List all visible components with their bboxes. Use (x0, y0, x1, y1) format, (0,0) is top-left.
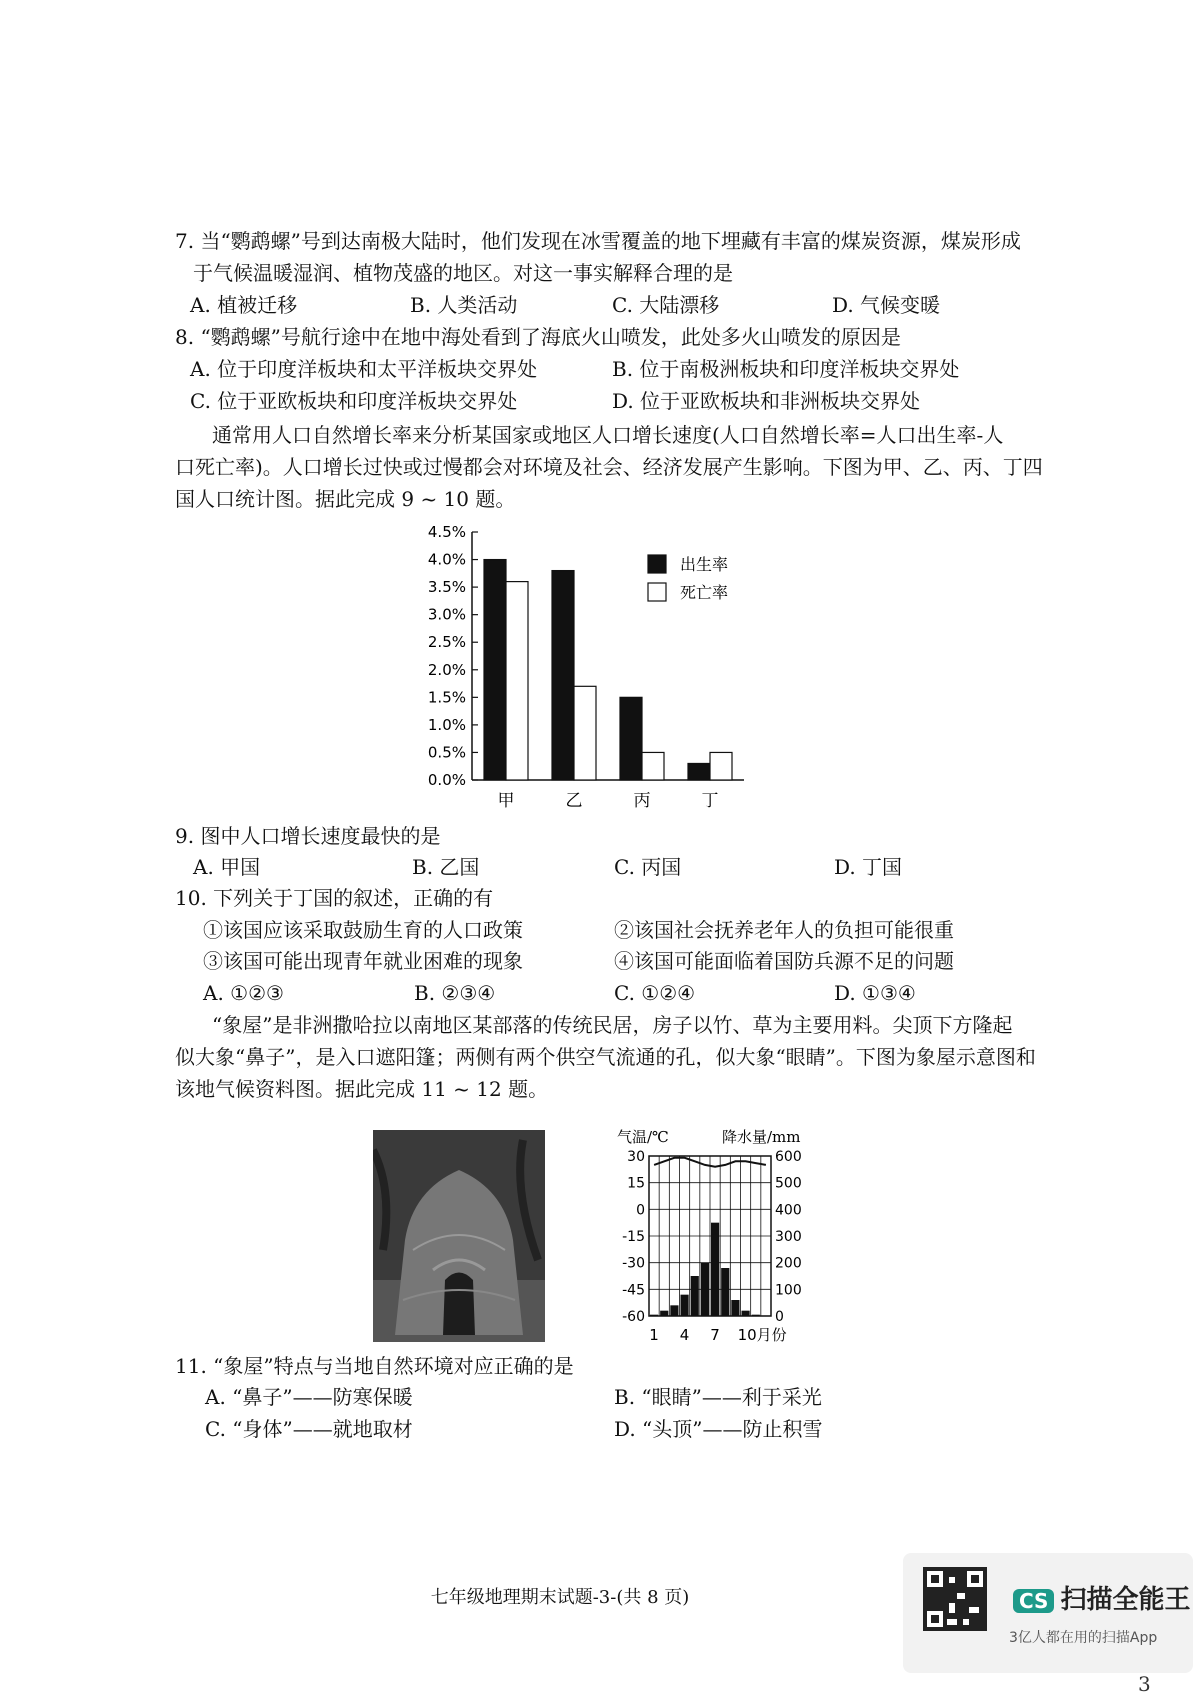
climate-precip-tick: 0 (775, 1309, 784, 1325)
climate-temp-tick: -15 (622, 1229, 645, 1245)
pop-y-tick-label: 4.0% (427, 550, 466, 569)
q10-statement-2: ②该国社会抚养老年人的负担可能很重 (614, 918, 954, 942)
q10-stem: 10. 下列关于丁国的叙述，正确的有 (175, 886, 494, 910)
q10-statement-3: ③该国可能出现青年就业困难的现象 (203, 949, 523, 973)
climate-precip-tick: 500 (775, 1175, 802, 1192)
precip-bar (650, 1315, 658, 1316)
q9-option-c: C. 丙国 (614, 855, 682, 879)
pop-y-tick-label: 2.5% (427, 633, 466, 652)
q11-option-c: C. “身体”——就地取材 (205, 1417, 413, 1441)
pop-legend-label: 出生率 (680, 555, 729, 574)
pop-bar-death (574, 686, 596, 780)
q9-option-b: B. 乙国 (412, 855, 480, 879)
q9-stem: 9. 图中人口增长速度最快的是 (175, 824, 441, 848)
q11-stem: 11. “象屋”特点与当地自然环境对应正确的是 (175, 1354, 574, 1378)
precip-bar (701, 1263, 709, 1316)
climate-temp-tick: -60 (622, 1309, 645, 1325)
pop-x-label: 丁 (701, 791, 719, 811)
pop-y-tick-label: 3.0% (427, 605, 466, 624)
precip-bar (660, 1311, 668, 1316)
precip-bar (752, 1315, 760, 1316)
page-mark: 3 (1138, 1672, 1151, 1696)
precip-bar (691, 1276, 699, 1316)
pop-y-tick-label: 0.0% (427, 771, 466, 789)
intro2-line3: 该地气候资料图。据此完成 11 ~ 12 题。 (175, 1077, 549, 1101)
precip-bar (731, 1300, 739, 1316)
pop-legend-swatch (648, 555, 666, 573)
scanner-brand (1013, 1579, 1190, 1616)
pop-bar-birth (484, 560, 506, 780)
intro1-line3: 国人口统计图。据此完成 9 ~ 10 题。 (175, 487, 516, 511)
q10-option-a: A. ①②③ (203, 981, 284, 1005)
pop-x-label: 乙 (565, 791, 583, 811)
climate-x-tick: 10月份 (737, 1326, 787, 1344)
precip-bar (721, 1268, 729, 1316)
climate-x-tick: 4 (679, 1326, 690, 1344)
pop-y-tick-label: 4.5% (427, 523, 466, 541)
climate-chart (605, 1122, 825, 1352)
q10-option-d: D. ①③④ (834, 981, 916, 1005)
q7-stem-line1: 7. 当“鹦鹉螺”号到达南极大陆时，他们发现在冰雪覆盖的地下埋藏有丰富的煤炭资源，煤炭形成 (175, 229, 1021, 253)
scanner-slogan: 3亿人都在用的扫描App (1009, 1630, 1158, 1646)
scanner-brand-name: 扫描全能王 (1060, 1585, 1191, 1615)
climate-precip-tick: 600 (775, 1149, 802, 1165)
pop-bar-birth (620, 697, 642, 780)
q8-stem: 8. “鹦鹉螺”号航行途中在地中海处看到了海底火山喷发，此处多火山喷发的原因是 (175, 325, 901, 349)
climate-temp-axis-label: 气温/℃ (617, 1128, 669, 1146)
q9-option-d: D. 丁国 (834, 855, 903, 879)
pop-y-tick-label: 1.0% (427, 715, 466, 734)
q7-option-a: A. 植被迁移 (190, 293, 298, 317)
pop-bar-birth (688, 763, 710, 780)
pop-bar-death (506, 582, 528, 780)
cs-logo-icon: CS (1013, 1589, 1054, 1613)
pop-y-tick-label: 0.5% (427, 743, 466, 762)
q10-option-b: B. ②③④ (414, 981, 496, 1005)
pop-legend-label: 死亡率 (680, 583, 729, 602)
pop-y-tick-label: 1.5% (427, 688, 466, 707)
page-footer: 七年级地理期末试题-3-(共 8 页) (430, 1587, 690, 1608)
climate-precip-axis-label: 降水量/mm (722, 1128, 801, 1146)
climate-precip-tick: 200 (775, 1255, 802, 1272)
pop-bar-birth (552, 571, 574, 780)
intro2-line1: “象屋”是非洲撒哈拉以南地区某部落的传统民居，房子以竹、草为主要用料。尖顶下方隆起 (212, 1013, 1013, 1037)
q10-option-c: C. ①②④ (614, 981, 696, 1005)
climate-precip-tick: 300 (775, 1229, 802, 1245)
pop-y-tick-label: 3.5% (427, 578, 466, 597)
precip-bar (681, 1295, 689, 1316)
q11-option-d: D. “头顶”——防止积雪 (614, 1417, 823, 1441)
precip-bar (670, 1305, 678, 1316)
q10-statement-4: ④该国可能面临着国防兵源不足的问题 (614, 949, 954, 973)
intro2-line2: 似大象“鼻子”，是入口遮阳篷；两侧有两个供空气流通的孔，似大象“眼睛”。下图为象屋示意图和 (175, 1045, 1036, 1069)
q8-option-b: B. 位于南极洲板块和印度洋板块交界处 (612, 357, 960, 381)
intro1-line1: 通常用人口自然增长率来分析某国家或地区人口增长速度(人口自然增长率=人口出生率-人 (212, 423, 1004, 447)
pop-y-tick-label: 2.0% (427, 660, 466, 679)
intro1-line2: 口死亡率)。人口增长过快或过慢都会对环境及社会、经济发展产生影响。下图为甲、乙、丙、丁四 (175, 455, 1043, 479)
q7-stem-line2: 于气候温暖湿润、植物茂盛的地区。对这一事实解释合理的是 (193, 261, 733, 285)
q7-option-b: B. 人类活动 (410, 293, 518, 317)
q11-option-a: A. “鼻子”——防寒保暖 (205, 1385, 413, 1409)
q8-option-a: A. 位于印度洋板块和太平洋板块交界处 (190, 357, 538, 381)
climate-precip-tick: 400 (775, 1202, 802, 1219)
q7-option-d: D. 气候变暖 (832, 293, 941, 317)
elephant-house-photo (373, 1130, 545, 1342)
climate-temp-tick: 15 (627, 1175, 645, 1192)
climate-temp-tick: 0 (636, 1202, 645, 1219)
pop-bar-death (642, 752, 664, 780)
climate-temp-tick: -45 (622, 1282, 645, 1299)
q9-option-a: A. 甲国 (193, 855, 261, 879)
pop-x-label: 甲 (497, 791, 515, 811)
precip-bar (742, 1311, 750, 1316)
scanner-watermark (903, 1553, 1193, 1673)
q11-option-b: B. “眼睛”——利于采光 (614, 1385, 822, 1409)
precip-bar (711, 1223, 719, 1316)
precip-bar (762, 1315, 770, 1316)
pop-legend-swatch (648, 583, 666, 601)
climate-temp-tick: 30 (627, 1149, 645, 1165)
q8-option-c: C. 位于亚欧板块和印度洋板块交界处 (190, 389, 518, 413)
population-bar-chart (400, 515, 780, 820)
q7-option-c: C. 大陆漂移 (612, 293, 720, 317)
pop-bar-death (710, 752, 732, 780)
q10-statement-1: ①该国应该采取鼓励生育的人口政策 (203, 918, 523, 942)
q8-option-d: D. 位于亚欧板块和非洲板块交界处 (612, 389, 921, 413)
climate-x-tick: 1 (649, 1326, 659, 1344)
qr-code-icon (923, 1567, 987, 1631)
climate-temp-tick: -30 (622, 1255, 645, 1272)
climate-precip-tick: 100 (775, 1282, 802, 1299)
climate-x-tick: 7 (710, 1326, 720, 1344)
pop-x-label: 丙 (633, 791, 651, 811)
